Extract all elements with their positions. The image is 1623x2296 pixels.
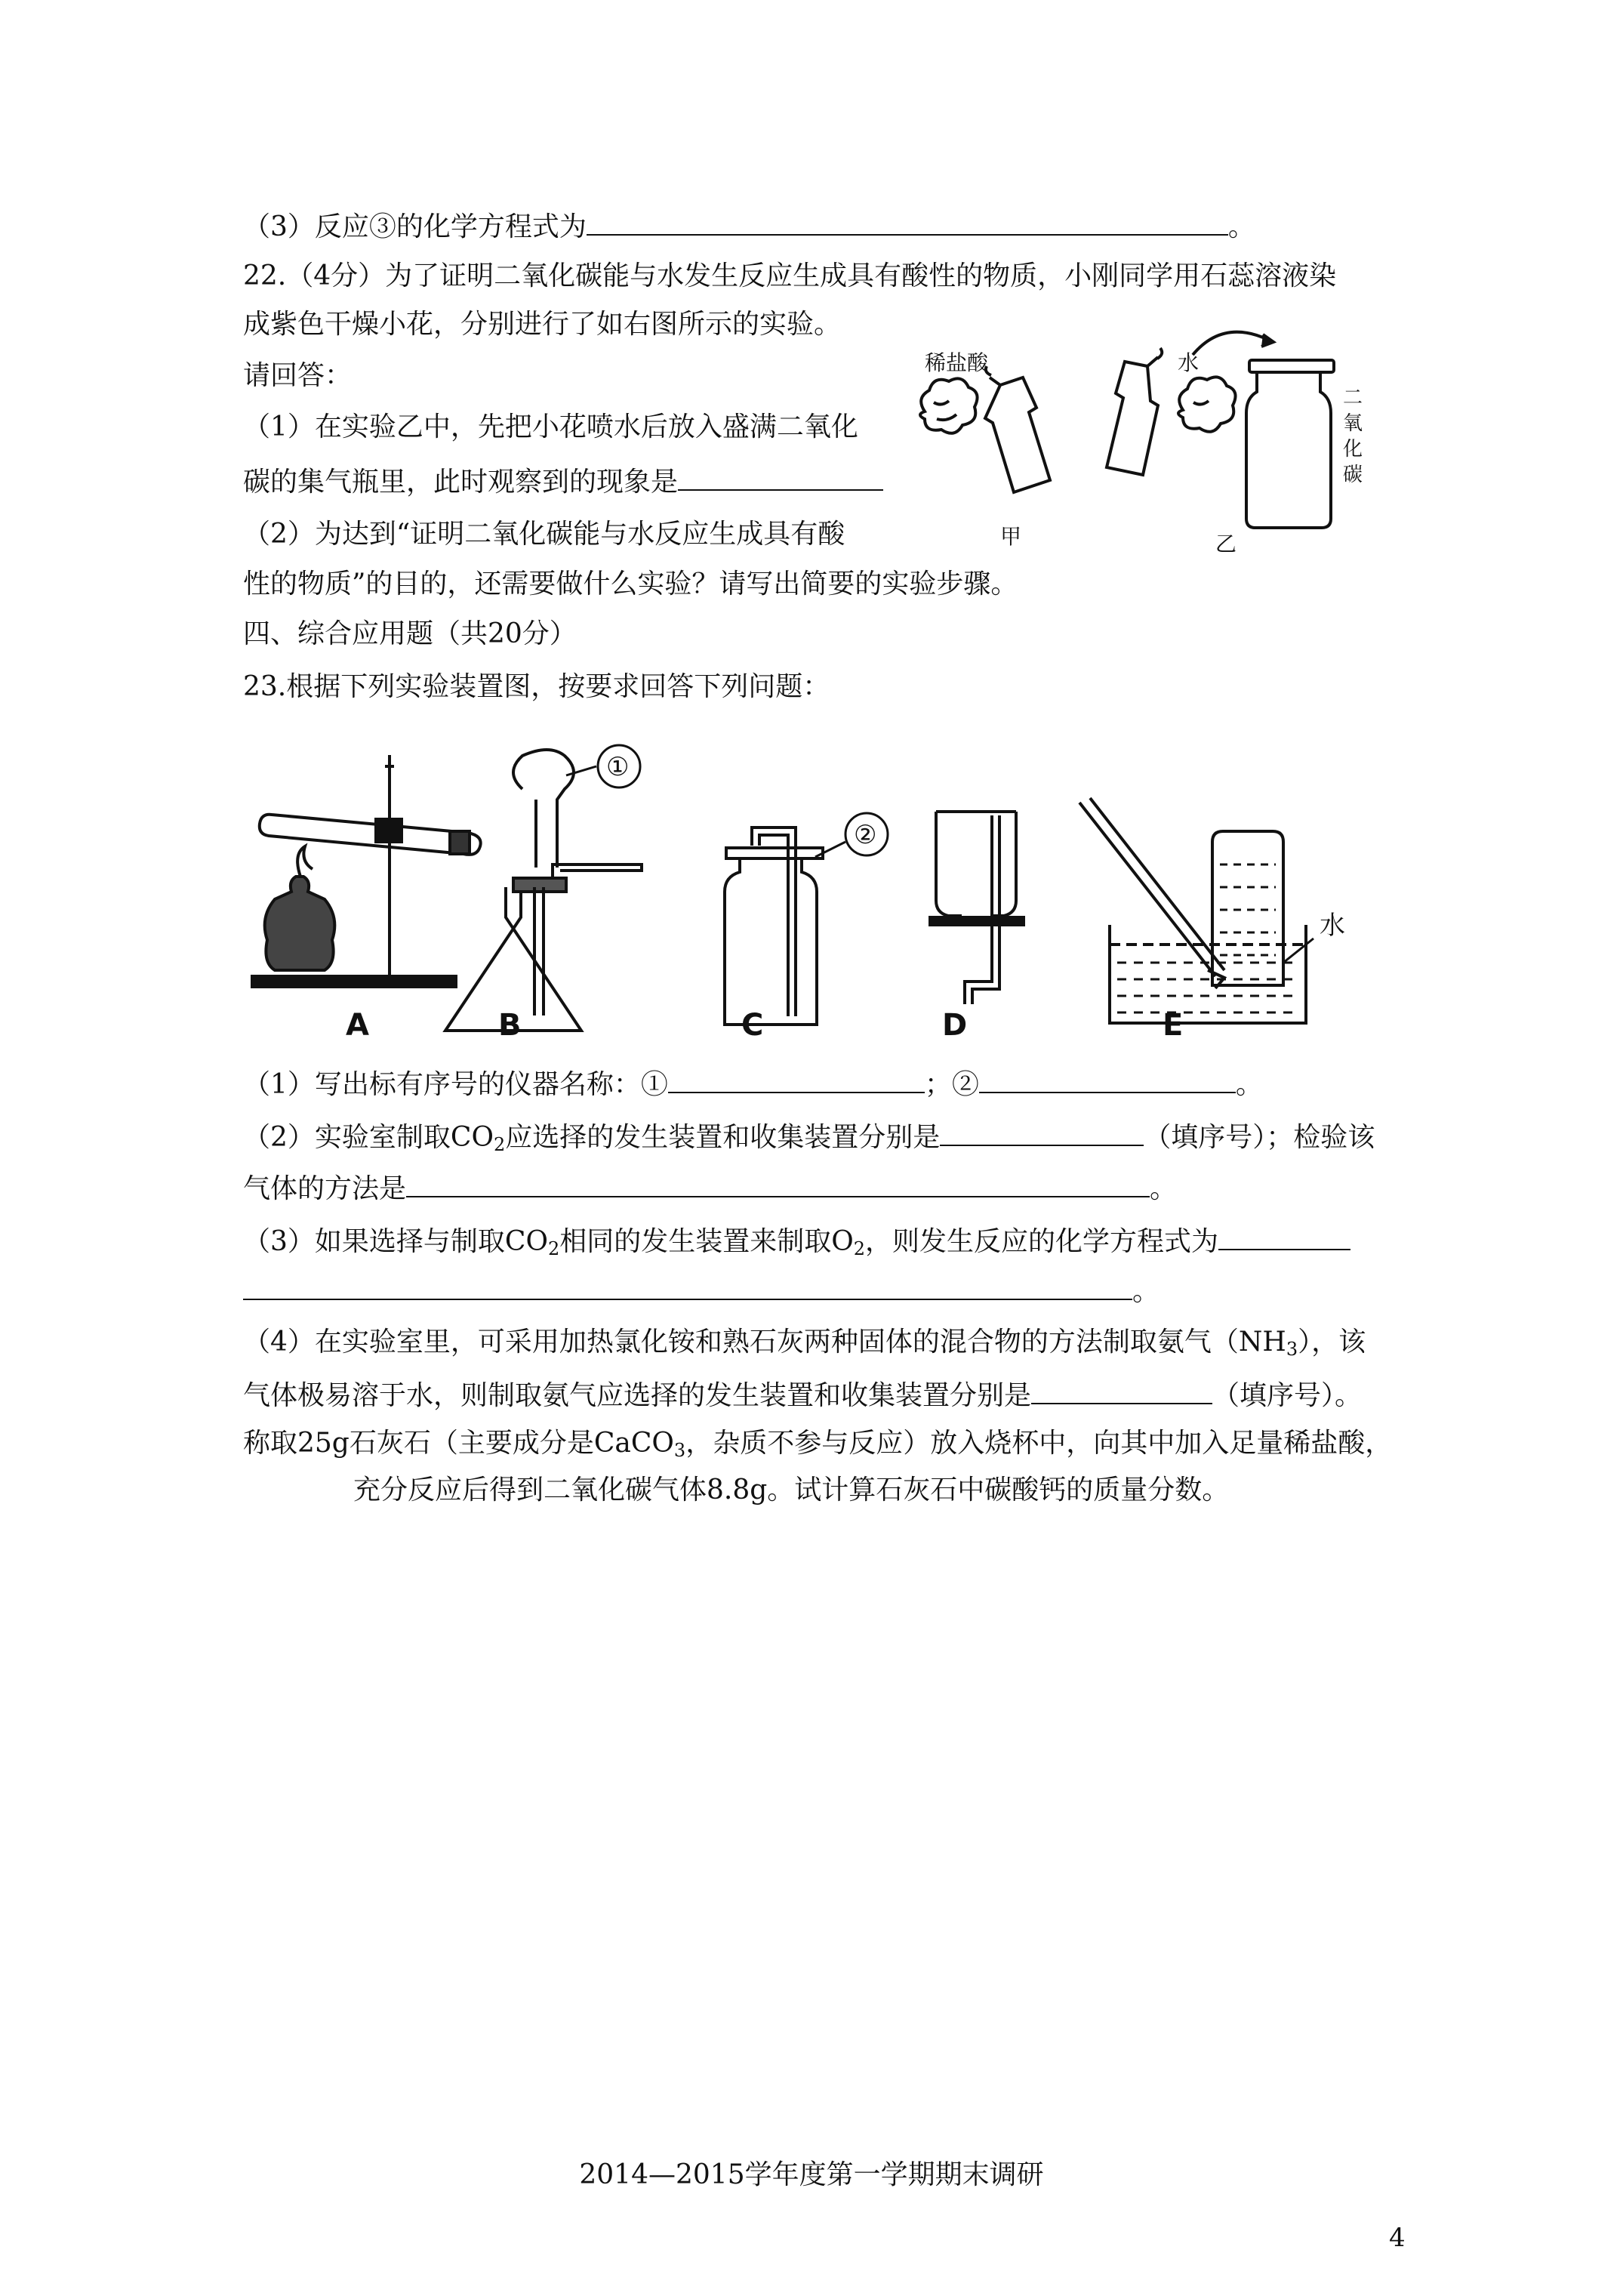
answer-blank-q23-2b[interactable] — [406, 1170, 1150, 1197]
apparatus-label-b: B — [498, 1008, 522, 1038]
trough-icon — [1110, 925, 1306, 1023]
answer-blank-q23-1b[interactable] — [979, 1066, 1236, 1093]
answer-blank-q22-1[interactable] — [678, 464, 883, 491]
marker1-text: ① — [606, 752, 630, 782]
answer-blank-q23-2a[interactable] — [940, 1119, 1144, 1146]
q23-sub4-line1 — [243, 1326, 1366, 1359]
q22-sub1-text: 碳的集气瓶里，此时观察到的现象是 — [243, 467, 679, 498]
q23-sub2-line2-suffix: 。 — [1150, 1173, 1178, 1204]
q23-sub3-subscript1: 2 — [547, 1238, 560, 1259]
apparatus-label-d: D — [942, 1008, 968, 1038]
apparatus-label-e: E — [1163, 1008, 1184, 1038]
q23-apparatus-figure — [242, 736, 1389, 1038]
q22-stem-line1: 22.（4分）为了证明二氧化碳能与水发生反应生成具有酸性的物质，小刚同学用石蕊溶液染 — [243, 260, 1337, 291]
label-co2: 二氧化碳 — [1343, 387, 1363, 486]
answer-blank-q23-3b[interactable] — [243, 1273, 1132, 1300]
q23-sub2-text1: （2）实验室制取CO — [243, 1122, 494, 1153]
q23-sub3-subscript2: 2 — [853, 1238, 866, 1259]
delivery-tube-e-icon — [1079, 798, 1224, 976]
q21-sub3 — [243, 208, 1255, 244]
test-tube-icon — [260, 815, 481, 855]
gas-jar-icon — [1249, 360, 1334, 372]
apparatus-e — [1079, 798, 1313, 1023]
q23-sub2-line2-prefix: 气体的方法是 — [243, 1173, 407, 1204]
q23-stem: 23.根据下列实验装置图，按要求回答下列问题： — [243, 671, 830, 702]
apparatus-a — [252, 755, 481, 987]
q21-sub3-prefix: （3）反应③的化学方程式为 — [243, 211, 587, 242]
apparatus-label-c: C — [741, 1008, 764, 1038]
q23-sub3-text3: ，则发生反应的化学方程式为 — [865, 1226, 1219, 1257]
q23-sub4-line2-prefix: 气体极易溶于水，则制取氨气应选择的发生装置和收集装置分别是 — [243, 1380, 1032, 1411]
flower-jia-icon — [920, 378, 978, 433]
spray-bottle-yi-icon — [1107, 362, 1158, 475]
q23-sub3-line2-suffix: 。 — [1132, 1276, 1160, 1307]
q22-sub2-line2: 性的物质”的目的，还需要做什么实验？请写出简要的实验步骤。 — [243, 569, 1018, 599]
q22-stem-line2: 成紫色干燥小花，分别进行了如右图所示的实验。 — [243, 309, 842, 340]
answer-blank-q23-1a[interactable] — [668, 1066, 925, 1093]
move-arrow-icon — [1193, 332, 1268, 355]
answer-blank-q21-3[interactable] — [587, 208, 1228, 236]
inverted-jar-icon — [936, 812, 1016, 916]
q23-sub3-text1: （3）如果选择与制取CO — [243, 1226, 548, 1257]
label-acid: 稀盐酸 — [925, 350, 989, 375]
q23-sub3-text2: 相同的发生装置来制取O — [559, 1226, 854, 1257]
q23-sub2-text2: 应选择的发生装置和收集装置分别是 — [505, 1122, 941, 1153]
apparatus-d — [930, 812, 1024, 1004]
page-number: 4 — [1389, 2223, 1406, 2253]
q22-sub1-line1: （1）在实验乙中，先把小花喷水后放入盛满二氧化 — [243, 411, 858, 442]
q24-text1: 称取25g石灰石（主要成分是CaCO — [243, 1428, 674, 1459]
q23-sub1 — [243, 1066, 1263, 1102]
apparatus-b — [445, 745, 642, 1031]
q23-sub1-prefix: （1）写出标有序号的仪器名称：① — [243, 1069, 668, 1100]
spray-bottle-jia-icon — [985, 378, 1050, 492]
q23-sub4-text1: （4）在实验室里，可采用加热氯化铵和熟石灰两种固体的混合物的方法制取氨气（NH — [243, 1327, 1286, 1358]
label-water: 水 — [1178, 350, 1200, 375]
q24-text2: ，杂质不参与反应）放入烧杯中，向其中加入足量稀盐酸， — [685, 1428, 1393, 1459]
water-label: 水 — [1320, 911, 1345, 941]
alcohol-lamp-icon — [265, 877, 335, 970]
q22-experiment-figure — [902, 313, 1370, 555]
q24-subscript: 3 — [673, 1440, 686, 1461]
q23-sub4-line2 — [243, 1377, 1362, 1413]
flower-yi-icon — [1178, 377, 1236, 431]
q21-sub3-suffix: 。 — [1227, 211, 1255, 242]
q23-sub4-line2-suffix: （填序号）。 — [1212, 1380, 1363, 1411]
answer-blank-q23-3a[interactable] — [1218, 1223, 1350, 1250]
q23-sub3-line2 — [243, 1273, 1160, 1308]
footer-title: 2014—2015学年度第一学期期末调研 — [579, 2159, 1044, 2190]
marker2-text: ② — [854, 820, 877, 850]
separatory-funnel-icon — [513, 750, 574, 868]
q23-sub4-text2: ），该 — [1298, 1327, 1366, 1358]
q23-sub2-line2 — [243, 1170, 1177, 1206]
q24-line2: 充分反应后得到二氧化碳气体8.8g。试计算石灰石中碳酸钙的质量分数。 — [353, 1475, 1230, 1505]
section4-heading: 四、综合应用题（共20分） — [243, 618, 577, 649]
q23-sub3-line1 — [243, 1223, 1350, 1259]
q22-prompt: 请回答： — [243, 360, 353, 391]
q23-sub2-line1 — [243, 1119, 1375, 1154]
gas-jar-c-icon — [725, 855, 817, 1025]
q24-line1 — [243, 1427, 1392, 1460]
q23-sub1-suffix: 。 — [1235, 1069, 1263, 1100]
answer-blank-q23-4[interactable] — [1031, 1377, 1212, 1404]
label-yi: 乙 — [1215, 532, 1237, 555]
q22-sub1-line2 — [243, 464, 883, 499]
q22-sub2-line1: （2）为达到“证明二氧化碳能与水反应生成具有酸 — [243, 519, 845, 550]
apparatus-label-a: A — [346, 1008, 369, 1038]
q23-sub1-mid: ；② — [924, 1069, 979, 1100]
label-jia: 甲 — [1000, 524, 1022, 549]
q23-sub2-text3: （填序号）；检验该 — [1144, 1122, 1375, 1153]
q23-sub2-subscript: 2 — [493, 1134, 506, 1155]
q23-sub4-subscript: 3 — [1286, 1339, 1298, 1360]
